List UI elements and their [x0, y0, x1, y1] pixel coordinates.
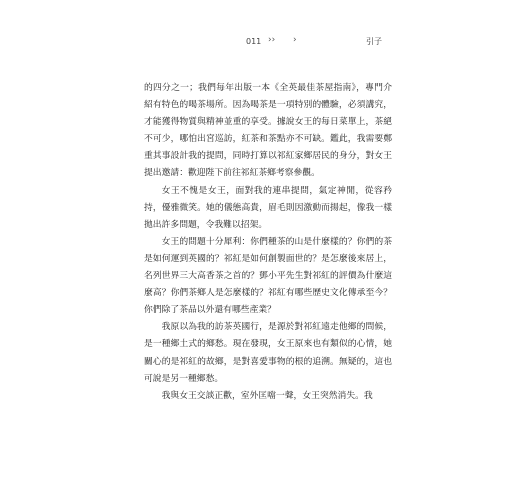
paragraph: 的四分之一；我們每年出版一本《全英最佳茶屋指南》，專門介紹有特色的喝茶場所。因為喝茶是一項特別的體驗，必須講究，才能獲得物質與精神並重的享受。據說女王的每日菜單上，茶絕不可少，哪怕出宮巡訪，紅茶和茶點亦不可缺。鑑此，我需要鄭重其事設計我的提問，同時打算以祁紅家鄉居民的身分，對女王提出邀請：歡迎陛下前往祁紅茶鄉考察參觀。 [144, 83, 392, 179]
paragraph: 女王的問題十分犀利：你們種茶的山是什麼樣的？你們的茶是如何運到英國的？祁紅是如何創製面世的？是怎麼後來居上，名列世界三大高香茶之首的？鄧小平先生對祁紅的評價為什麼這麼高？你們茶鄉人是怎麼樣的？祁紅有哪些歷史文化傳承至今？你們除了茶品以外還有哪些產業？ [144, 236, 392, 316]
chapter-title: 引子 [366, 37, 382, 46]
page-header [0, 30, 520, 50]
previous-page-icon[interactable]: ›› [268, 35, 276, 45]
body-text [144, 80, 392, 405]
page-number: 011 [246, 37, 262, 46]
next-page-icon[interactable]: › [293, 35, 297, 45]
paragraph: 我與女王交談正歡，室外匡噹一聲，女王突然消失。我 [161, 390, 373, 401]
paragraph: 我原以為我的訪茶英國行，是源於對祁紅遠走他鄉的問候，是一種鄉土式的鄉愁。現在發現，女王原來也有類似的心情，她關心的是祁紅的故鄉，是對喜愛事物的根的追溯。無疑的，這也可說是另一種鄉愁。 [144, 322, 392, 384]
paragraph: 女王不愧是女王，面對我的連串提問，氣定神閒，從容矜持，優雅微笑。她的儀態高貴，眉毛則因激動而揚起，像我一樣拋出許多問題，令我難以招架。 [144, 185, 392, 230]
